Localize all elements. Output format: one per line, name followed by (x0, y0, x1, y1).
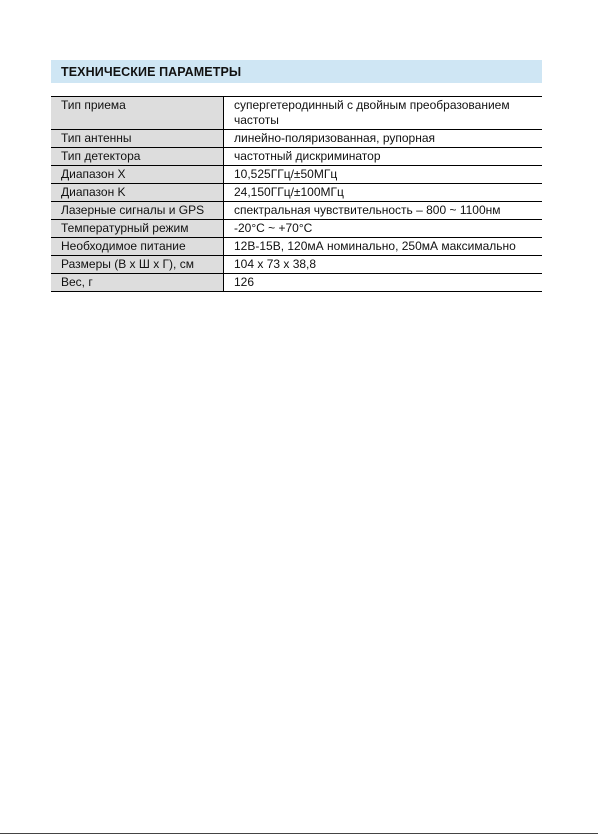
value-cell: 126 (224, 274, 543, 292)
value-cell: 104 х 73 х 38,8 (224, 256, 543, 274)
section-title: ТЕХНИЧЕСКИЕ ПАРАМЕТРЫ (61, 64, 242, 79)
section-header (51, 60, 542, 83)
param-cell: Тип антенны (51, 130, 224, 148)
table-row (51, 148, 542, 166)
table-row (51, 238, 542, 256)
table-row (51, 184, 542, 202)
param-cell: Тип детектора (51, 148, 224, 166)
value-cell: -20°C ~ +70°C (224, 220, 543, 238)
param-cell: Лазерные сигналы и GPS (51, 202, 224, 220)
param-cell: Вес, г (51, 274, 224, 292)
param-cell: Необходимое питание (51, 238, 224, 256)
value-cell: 10,525ГГц/±50МГц (224, 166, 543, 184)
value-cell: частотный дискриминатор (224, 148, 543, 166)
param-cell: Тип приема (51, 97, 224, 130)
table-row (51, 130, 542, 148)
table-row (51, 256, 542, 274)
specs-table (51, 96, 542, 292)
table-row (51, 274, 542, 292)
param-cell: Диапазон X (51, 166, 224, 184)
param-cell: Диапазон K (51, 184, 224, 202)
value-cell: супергетеродинный с двойным преобразованием частоты (224, 97, 543, 130)
table-row (51, 220, 542, 238)
value-cell: линейно-поляризованная, рупорная (224, 130, 543, 148)
table-row (51, 97, 542, 130)
page-bottom-rule (0, 833, 598, 834)
table-row (51, 166, 542, 184)
param-cell: Размеры (В х Ш х Г), см (51, 256, 224, 274)
param-cell: Температурный режим (51, 220, 224, 238)
value-cell: 12В-15В, 120мА номинально, 250мА максимально (224, 238, 543, 256)
table-row (51, 202, 542, 220)
value-cell: 24,150ГГц/±100МГц (224, 184, 543, 202)
value-cell: спектральная чувствительность – 800 ~ 1100нм (224, 202, 543, 220)
